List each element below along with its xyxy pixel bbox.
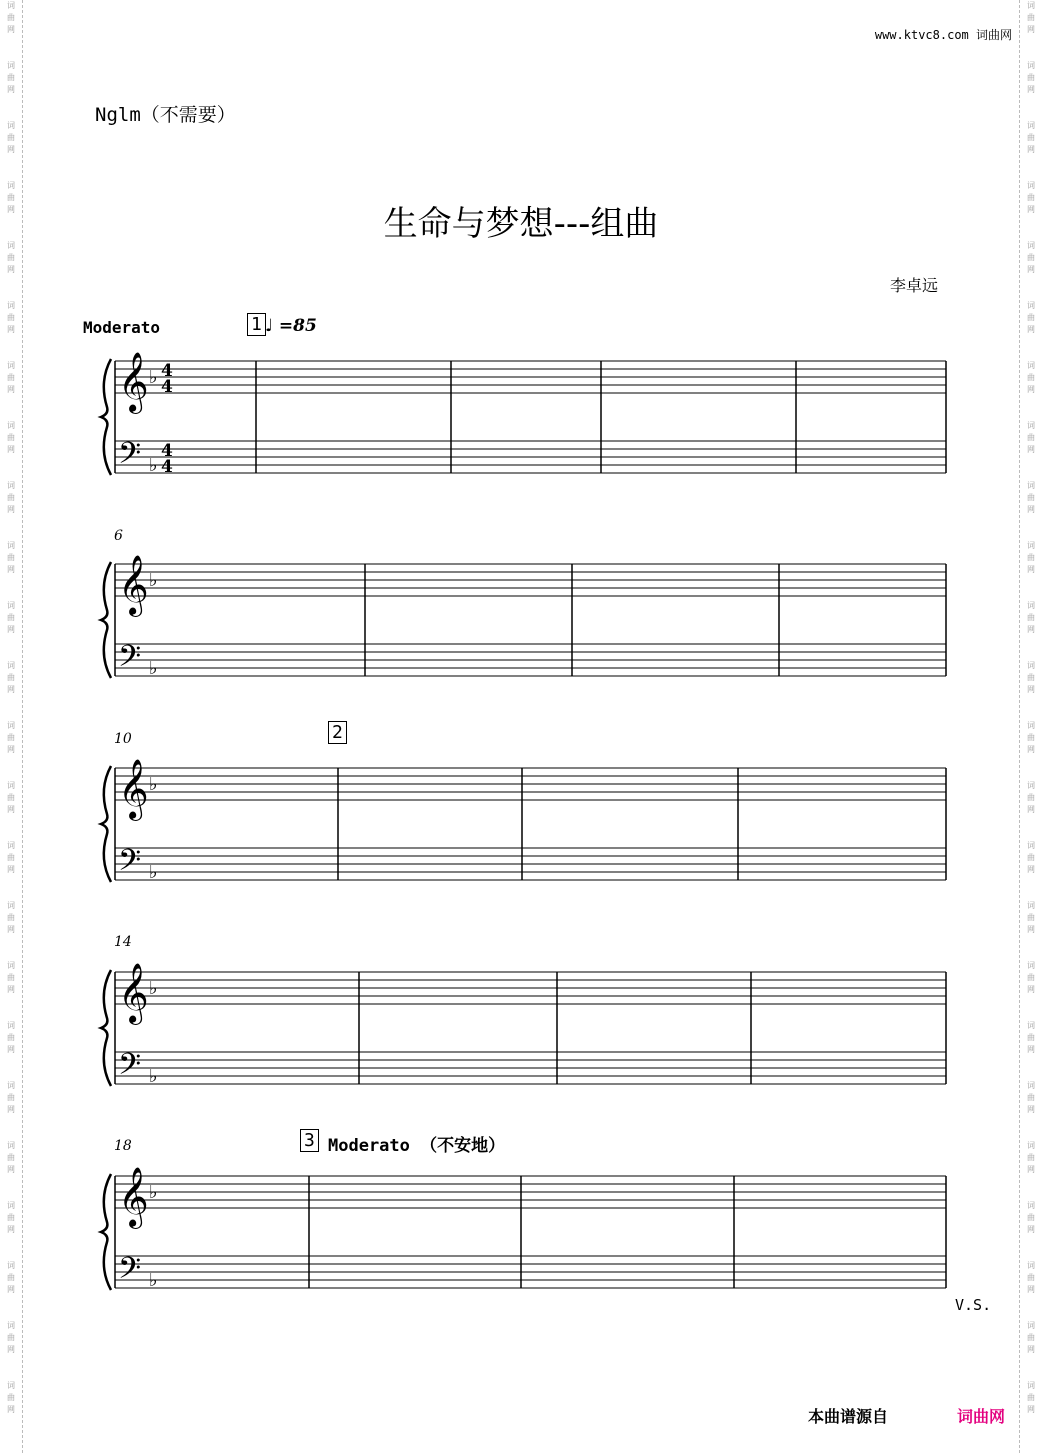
watermark-mark: 词 曲 网 — [1027, 301, 1035, 334]
watermark-mark: 词 曲 网 — [7, 1141, 15, 1174]
watermark-mark: 词 曲 网 — [1027, 541, 1035, 574]
watermark-mark: 词 曲 网 — [7, 481, 15, 514]
key-flat: ♭ — [149, 455, 158, 476]
brace — [101, 970, 111, 1086]
brace — [101, 1174, 111, 1290]
watermark-mark: 词 曲 网 — [7, 301, 15, 334]
key-flat: ♭ — [149, 570, 158, 591]
bass-clef-icon: 𝄢 — [118, 437, 142, 478]
measure-number-18: 18 — [114, 1138, 132, 1154]
watermark-mark: 词 曲 网 — [7, 961, 15, 994]
watermark-mark: 词 曲 网 — [1027, 181, 1035, 214]
watermark-mark: 词 曲 网 — [1027, 1081, 1035, 1114]
brace — [101, 562, 111, 678]
footer-source: 本曲谱源自 — [808, 1407, 889, 1426]
watermark-mark: 词 曲 网 — [1027, 1261, 1035, 1294]
watermark-mark: 词 曲 网 — [7, 361, 15, 394]
time-signature-treble-bottom: 4 — [161, 377, 173, 397]
bass-clef-icon: 𝄢 — [118, 640, 142, 681]
watermark-mark: 词 曲 网 — [7, 1261, 15, 1294]
watermark-mark: 词 曲 网 — [7, 601, 15, 634]
watermark-mark: 词 曲 网 — [1027, 241, 1035, 274]
watermark-mark: 词 曲 网 — [7, 1081, 15, 1114]
score-title: 生命与梦想---组曲 — [383, 204, 659, 244]
watermark-mark: 词 曲 网 — [1027, 841, 1035, 874]
watermark-mark: 词 曲 网 — [7, 781, 15, 814]
watermark-mark: 词 曲 网 — [7, 1201, 15, 1234]
rehearsal-mark-3: 3 — [300, 1129, 319, 1152]
footer-brand: 词曲网 — [957, 1407, 1006, 1426]
watermark-mark: 词 曲 网 — [1027, 1, 1035, 34]
key-flat: ♭ — [149, 1270, 158, 1291]
bass-clef-icon: 𝄢 — [118, 844, 142, 885]
rehearsal-mark-1: 1 — [247, 313, 266, 336]
watermark-mark: 词 曲 网 — [1027, 1321, 1035, 1354]
watermark-mark: 词 曲 网 — [1027, 61, 1035, 94]
watermark-mark: 词 曲 网 — [1027, 721, 1035, 754]
brace — [101, 359, 111, 475]
bass-clef-icon: 𝄢 — [118, 1252, 142, 1293]
treble-clef-icon: 𝄞 — [118, 555, 149, 615]
rehearsal-mark-2: 2 — [328, 721, 347, 744]
watermark-mark: 词 曲 网 — [1027, 421, 1035, 454]
watermark-mark: 词 曲 网 — [1027, 481, 1035, 514]
treble-clef-icon: 𝄞 — [118, 1167, 149, 1227]
watermark-mark: 词 曲 网 — [7, 841, 15, 874]
metronome-marking: ♩ =85 — [265, 316, 317, 336]
watermark-mark: 词 曲 网 — [7, 121, 15, 154]
watermark-mark: 词 曲 网 — [1027, 901, 1035, 934]
tempo-marking: Moderato — [83, 318, 161, 337]
watermark-mark: 词 曲 网 — [1027, 1021, 1035, 1054]
key-flat: ♭ — [149, 1182, 158, 1203]
site-header: www.ktvc8.com 词曲网 — [874, 28, 1012, 42]
watermark-mark: 词 曲 网 — [7, 61, 15, 94]
watermark-mark: 词 曲 网 — [7, 1021, 15, 1054]
watermark-mark: 词 曲 网 — [1027, 361, 1035, 394]
measure-number-10: 10 — [114, 731, 132, 747]
watermark-mark: 词 曲 网 — [7, 901, 15, 934]
watermark-mark: 词 曲 网 — [7, 241, 15, 274]
treble-clef-icon: 𝄞 — [118, 963, 149, 1023]
watermark-mark: 词 曲 网 — [1027, 121, 1035, 154]
watermark-mark: 词 曲 网 — [7, 421, 15, 454]
watermark-mark: 词 曲 网 — [1027, 961, 1035, 994]
watermark-mark: 词 曲 网 — [7, 181, 15, 214]
time-signature-treble-top: 4 — [161, 361, 173, 381]
bass-clef-icon: 𝄢 — [118, 1048, 142, 1089]
subtitle: Nglm（不需要） — [95, 104, 236, 126]
brace — [101, 766, 111, 882]
treble-clef-icon: 𝄞 — [118, 352, 149, 412]
watermark-mark: 词 曲 网 — [7, 721, 15, 754]
section3-tempo: Moderato （不安地） — [328, 1136, 506, 1156]
watermark-mark: 词 曲 网 — [1027, 601, 1035, 634]
time-signature-bass-bottom: 4 — [161, 457, 173, 477]
key-flat: ♭ — [149, 978, 158, 999]
watermark-mark: 词 曲 网 — [1027, 1201, 1035, 1234]
watermark-mark: 词 曲 网 — [7, 661, 15, 694]
key-flat: ♭ — [149, 774, 158, 795]
watermark-mark: 词 曲 网 — [7, 1381, 15, 1414]
composer: 李卓远 — [890, 276, 939, 295]
key-flat: ♭ — [149, 367, 158, 388]
key-flat: ♭ — [149, 658, 158, 679]
treble-clef-icon: 𝄞 — [118, 759, 149, 819]
watermark-mark: 词 曲 网 — [7, 1321, 15, 1354]
watermark-mark: 词 曲 网 — [1027, 1381, 1035, 1414]
key-flat: ♭ — [149, 862, 158, 883]
time-signature-bass-top: 4 — [161, 441, 173, 461]
watermark-mark: 词 曲 网 — [7, 1, 15, 34]
key-flat: ♭ — [149, 1066, 158, 1087]
watermark-mark: 词 曲 网 — [1027, 661, 1035, 694]
measure-number-6: 6 — [114, 528, 123, 544]
measure-number-14: 14 — [114, 934, 132, 950]
verte-subito: V.S. — [955, 1296, 992, 1314]
watermark-mark: 词 曲 网 — [1027, 781, 1035, 814]
watermark-mark: 词 曲 网 — [1027, 1141, 1035, 1174]
watermark-mark: 词 曲 网 — [7, 541, 15, 574]
